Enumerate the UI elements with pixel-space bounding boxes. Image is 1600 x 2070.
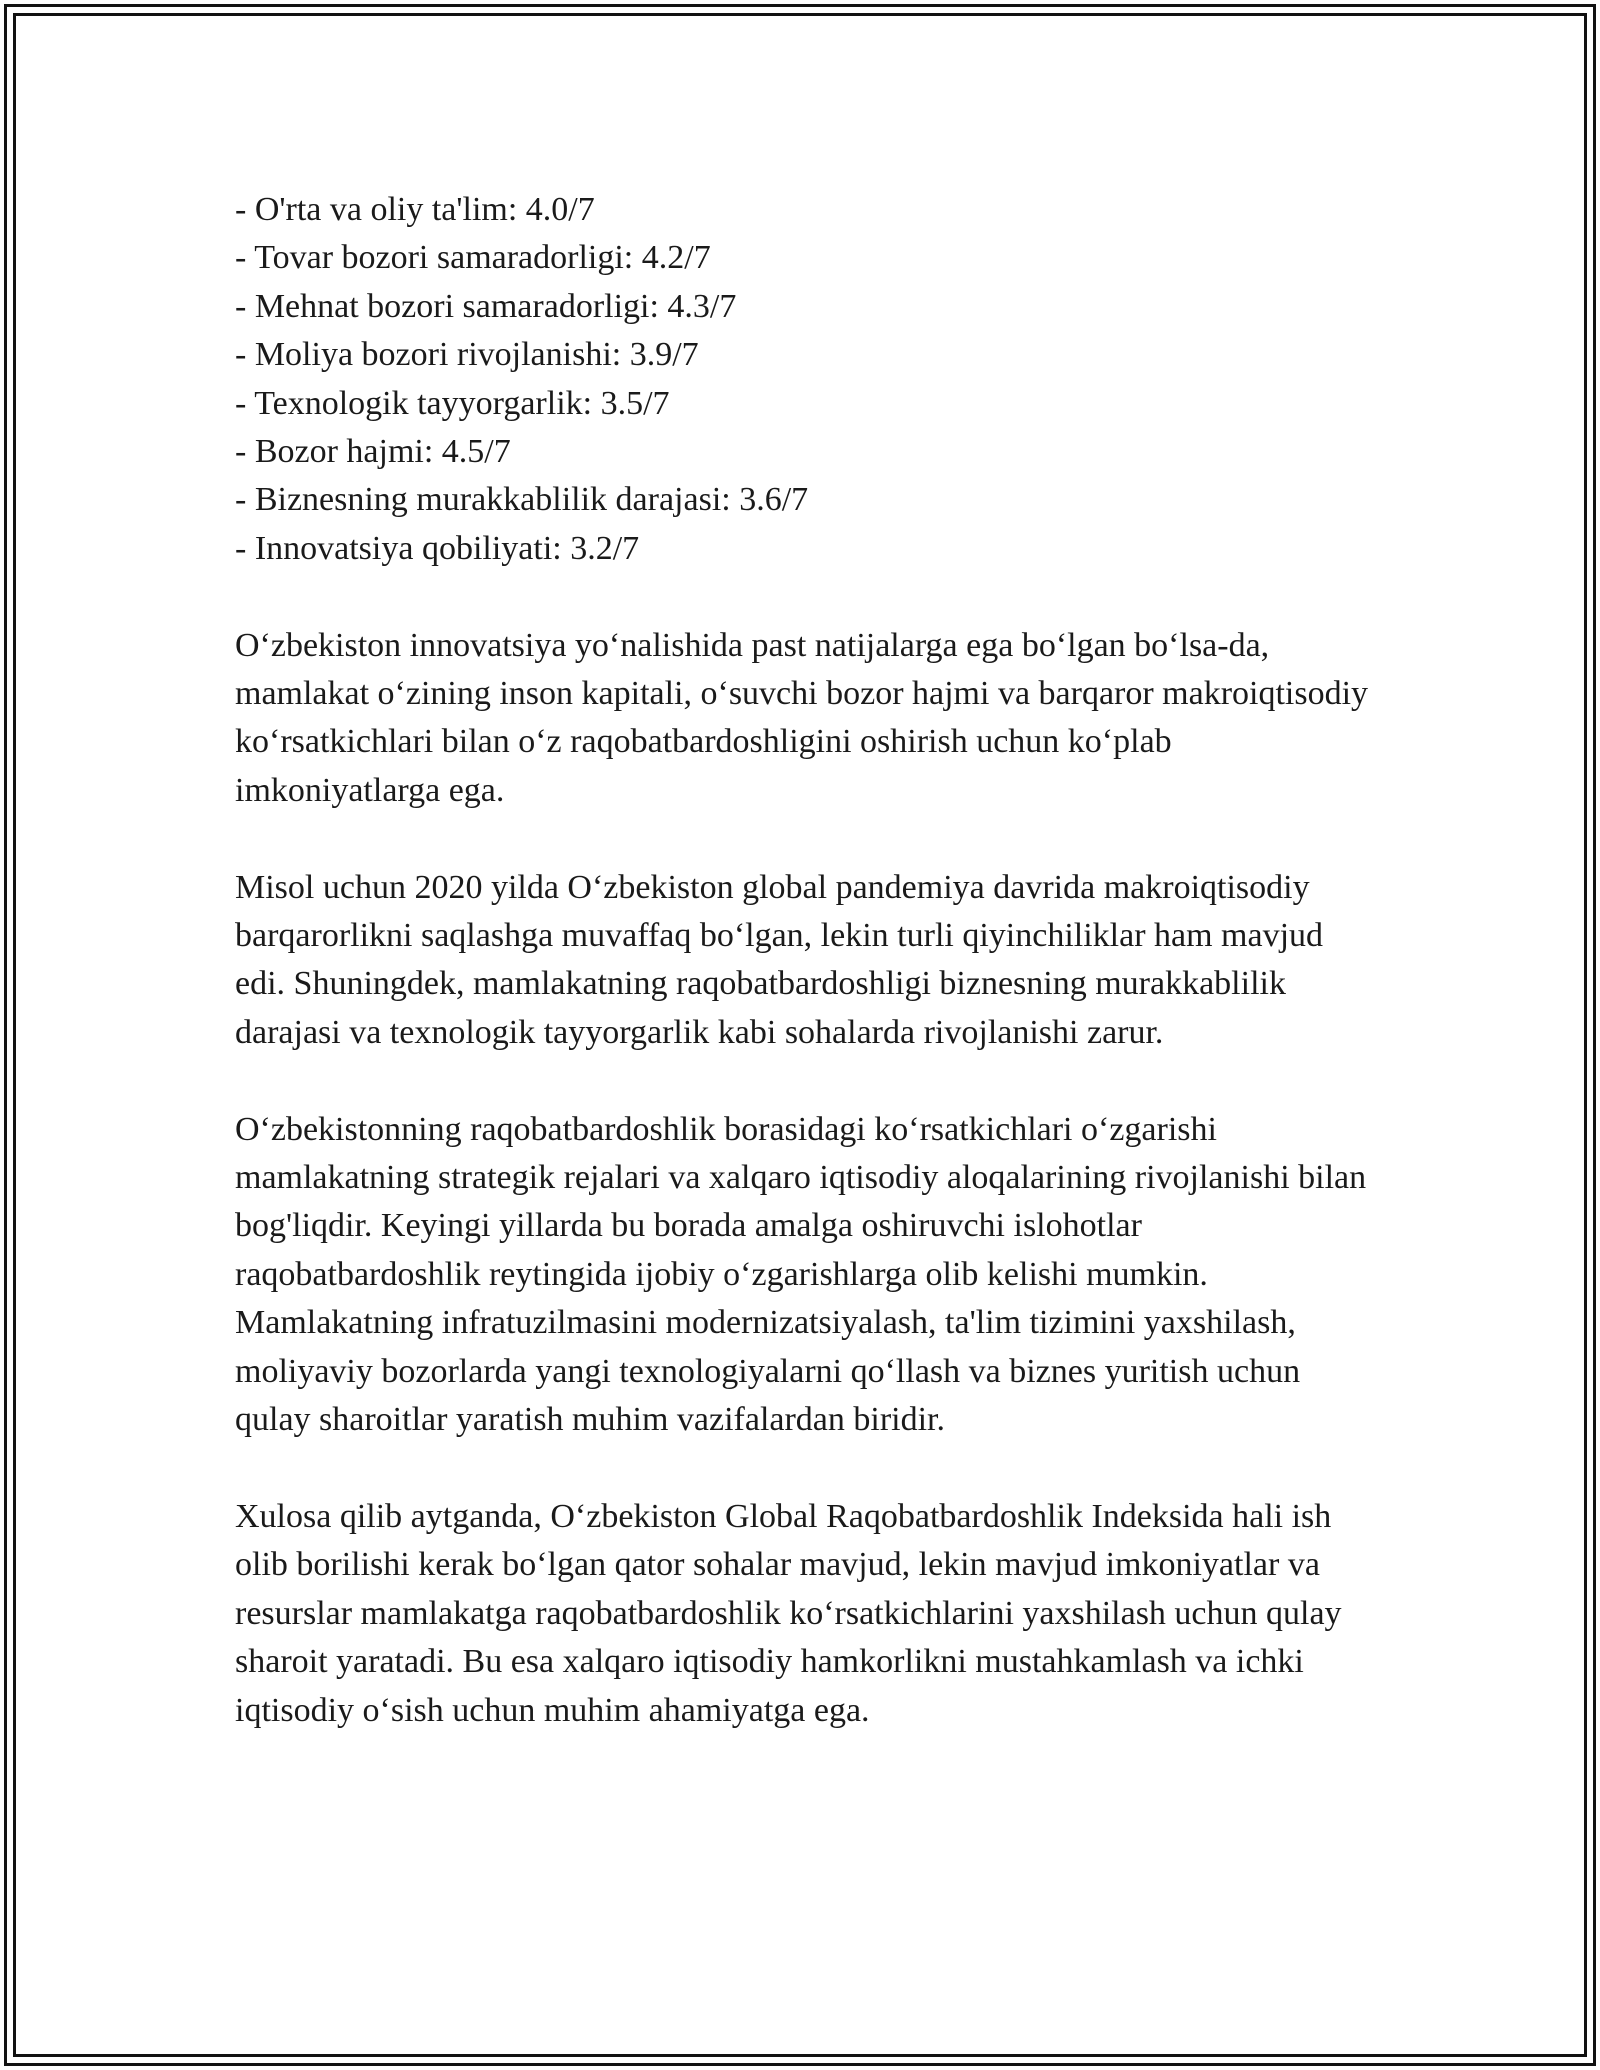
list-item: - Biznesning murakkablilik darajasi: 3.6/7	[235, 481, 809, 519]
list-item: - Moliya bozori rivojlanishi: 3.9/7	[235, 336, 699, 374]
document-body	[235, 186, 1375, 1735]
paragraph-conclusion: Xulosa qilib aytganda, O‘zbekiston Global Raqobatbardoshlik Indeksida hali ish olib borilishi kerak bo‘lgan qator sohalar mavjud, lekin mavjud imkoniyatlar va resurslar mamlakatga raqobatbardoshlik ko‘rsatkichlarini yaxshilash uchun qulay sharoit yaratadi. Bu esa xalqaro iqtisodiy hamkorlikni mustahkamlash va ichki iqtisodiy o‘sish uchun muhim ahamiyatga ega.	[235, 1497, 1342, 1729]
paragraph-innovation: O‘zbekiston innovatsiya yo‘nalishida past natijalarga ega bo‘lgan bo‘lsa-da, mamlakat o‘zining inson kapitali, o‘suvchi bozor hajmi va barqaror makroiqtisodiy ko‘rsatkichlari bilan o‘z raqobatbardoshligini oshirish uchun ko‘plab imkoniyatlarga ega.	[235, 626, 1369, 809]
paragraph-pandemic: Misol uchun 2020 yilda O‘zbekiston global pandemiya davrida makroiqtisodiy barqarorlikni saqlashga muvaffaq bo‘lgan, lekin turli qiyinchiliklar ham mavjud edi. Shuningdek, mamlakatning raqobatbardoshligi biznesning murakkablilik darajasi va texnologik tayyorgarlik kabi sohalarda rivojlanishi zarur.	[235, 868, 1324, 1051]
indicator-list	[235, 186, 1375, 573]
list-item: - Texnologik tayyorgarlik: 3.5/7	[235, 384, 670, 422]
list-item: - Mehnat bozori samaradorligi: 4.3/7	[235, 287, 737, 325]
list-item: - Bozor hajmi: 4.5/7	[235, 433, 511, 471]
list-item: - Tovar bozori samaradorligi: 4.2/7	[235, 239, 711, 277]
list-item: - Innovatsiya qobiliyati: 3.2/7	[235, 529, 640, 567]
list-item: - O'rta va oliy ta'lim: 4.0/7	[235, 191, 595, 228]
paragraph-reforms: O‘zbekistonning raqobatbardoshlik borasidagi ko‘rsatkichlari o‘zgarishi mamlakatning strategik rejalari va xalqaro iqtisodiy aloqalarining rivojlanishi bilan bog'liqdir. Keyingi yillarda bu borada amalga oshiruvchi islohotlar raqobatbardoshlik reytingida ijobiy o‘zgarishlarga olib kelishi mumkin. Mamlakatning infratuzilmasini modernizatsiyalash, ta'lim tizimini yaxshilash, moliyaviy bozorlarda yangi texnologiyalarni qo‘llash va biznes yuritish uchun qulay sharoitlar yaratish muhim vazifalardan biridir.	[235, 1110, 1367, 1439]
